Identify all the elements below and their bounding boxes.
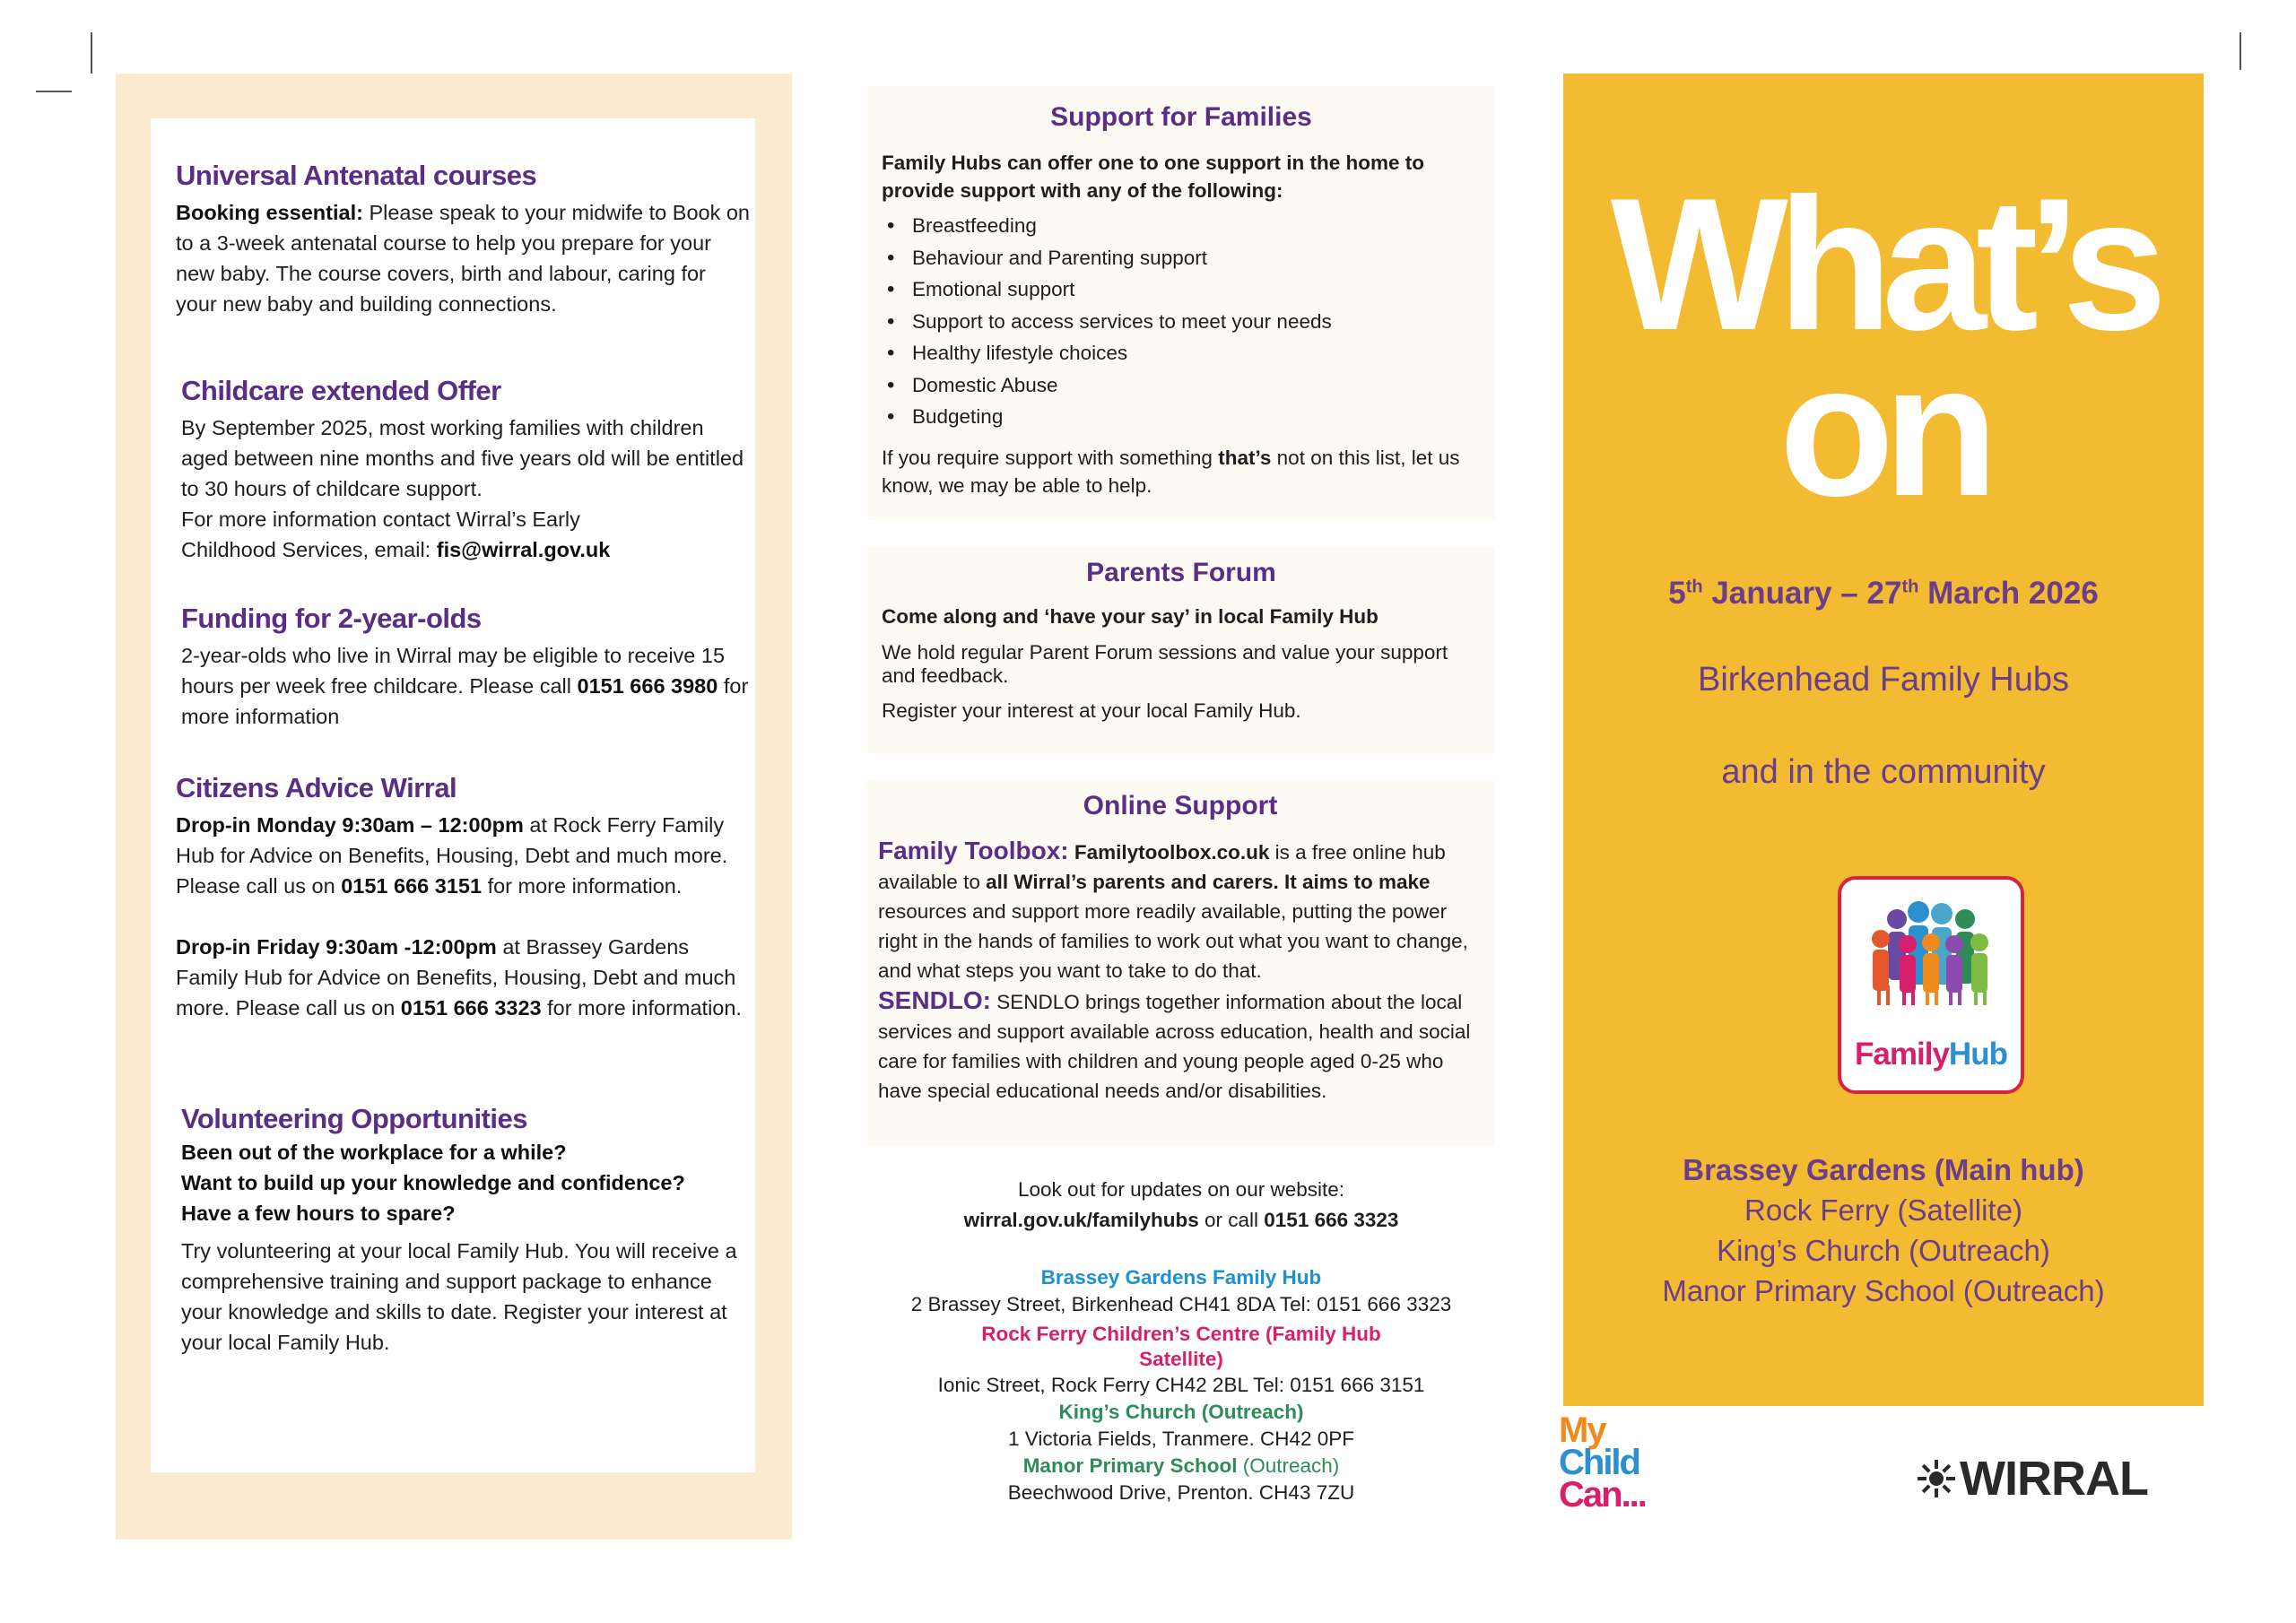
childcare-heading: Childcare extended Offer — [181, 375, 501, 406]
childcare-email[interactable]: fis@wirral.gov.uk — [436, 538, 611, 561]
support-list-item: • Support to access services to meet your needs — [882, 306, 1481, 338]
citizens-monday-text: at Rock Ferry Family Hub for Advice on Benefits, Housing, Debt and much more. Please call us on — [176, 813, 728, 898]
funding-tail: for more information — [181, 674, 749, 728]
location-satellite: Rock Ferry (Satellite) — [1744, 1193, 2022, 1227]
childcare-section — [181, 375, 755, 565]
forum-box — [867, 547, 1495, 753]
brassey-name: Brassey Gardens Family Hub — [1040, 1266, 1322, 1289]
brassey-address: 2 Brassey Street, Birkenhead CH41 8DA Tel: 0151 666 3323 — [910, 1293, 1452, 1315]
antenatal-section — [176, 160, 750, 319]
date-day1: 5 — [1668, 576, 1686, 611]
date-month1: January – — [1711, 576, 1858, 611]
support-list-item: • Budgeting — [882, 401, 1481, 433]
forum-lead: Come along and ‘have your say’ in local Family Hub — [882, 605, 1378, 628]
online-box — [867, 780, 1495, 1146]
support-list-item: • Domestic Abuse — [882, 369, 1481, 402]
funding-heading: Funding for 2-year-olds — [181, 603, 482, 634]
website-phone[interactable]: 0151 666 3323 — [1264, 1209, 1399, 1231]
manor-name: Manor Primary School — [1022, 1454, 1238, 1477]
manor-line — [867, 1453, 1495, 1480]
my-child-can-logo — [1559, 1410, 1646, 1515]
antenatal-text: Please speak to your midwife to Book on to a 3-week antenatal course to help you prepare for your new baby. The course covers, birth and labour, caring for your new baby and building connections. — [176, 201, 751, 316]
location-main: Brassey Gardens (Main hub) — [1683, 1153, 2084, 1186]
citizens-section — [176, 772, 750, 1023]
childcare-text: By September 2025, most working families with children aged between nine months and five years old will be entitled to 30 hours of childcare support. — [181, 416, 744, 500]
citizens-monday-phone[interactable]: 0151 666 3151 — [341, 874, 483, 898]
online-heading: Online Support — [1083, 791, 1278, 820]
funding-text: 2-year-olds who live in Wirral may be eligible to receive 15 hours per week free childcare. Please call — [181, 644, 726, 698]
rockferry-name: Rock Ferry Children’s Centre (Family Hub Satellite) — [981, 1323, 1381, 1370]
support-footer-c: not on this list, let us know, we may be able to help. — [882, 446, 1460, 497]
forum-p2: Register your interest at your local Family Hub. — [882, 699, 1301, 722]
cover-title-line2: on — [1779, 325, 1988, 535]
support-footer — [882, 444, 1481, 499]
toolbox-c: resources and support more readily available, putting the power right in the hands of families to work out what you want to change, and what steps you want to take to do that. — [878, 900, 1468, 982]
crop-mark-left-h — [36, 91, 72, 92]
logo-family: Family — [1855, 1037, 1949, 1072]
website-url[interactable]: wirral.gov.uk/familyhubs — [963, 1209, 1199, 1231]
left-panel-content — [151, 118, 755, 1472]
funding-phone[interactable]: 0151 666 3980 — [577, 674, 718, 698]
citizens-monday-lead: Drop-in Monday 9:30am – 12:00pm — [176, 813, 524, 837]
website-line2 — [867, 1205, 1495, 1236]
volunteering-q2: Want to build up your knowledge and confidence? — [181, 1171, 685, 1194]
funding-section — [181, 603, 755, 732]
funding-body — [181, 640, 755, 732]
volunteering-q1: Been out of the workplace for a while? — [181, 1141, 567, 1164]
kings-address: 1 Victoria Fields, Tranmere. CH42 0PF — [1008, 1428, 1354, 1450]
website-info — [867, 1175, 1495, 1236]
volunteering-q3: Have a few hours to spare? — [181, 1202, 456, 1225]
toolbox-a: is a free online hub available to — [878, 841, 1446, 893]
website-or-call: or call — [1204, 1209, 1259, 1231]
support-list — [882, 210, 1481, 433]
citizens-monday — [176, 810, 750, 901]
hub-subtitle: and in the community — [1721, 753, 2046, 791]
date-sup1: th — [1685, 577, 1703, 597]
rockferry-address: Ionic Street, Rock Ferry CH42 2BL Tel: 0151 666 3151 — [937, 1374, 1425, 1396]
volunteering-heading: Volunteering Opportunities — [181, 1103, 527, 1134]
date-day2: 27 — [1866, 576, 1902, 611]
cover-panel — [1563, 74, 2204, 1406]
sendlo-body: SENDLO brings together information about the local services and support available across education, health and social care for families with children and young people aged 0-25 who have special educational needs and/or disabilities. — [878, 991, 1471, 1102]
website-line1: Look out for updates on our website: — [1018, 1178, 1344, 1201]
wirral-crest-icon — [1917, 1459, 1956, 1498]
toolbox-text — [878, 836, 1483, 985]
family-hub-logo-text — [1841, 1037, 2021, 1072]
wirral-text: WIRRAL — [1960, 1452, 2148, 1506]
support-box — [867, 86, 1495, 520]
support-heading: Support for Families — [1050, 102, 1312, 132]
support-footer-a: If you require support with something — [882, 446, 1213, 469]
toolbox-site[interactable]: Familytoolbox.co.uk — [1074, 841, 1270, 864]
support-list-item: • Healthy lifestyle choices — [882, 337, 1481, 369]
mcc-child: Child — [1559, 1443, 1639, 1482]
kings-name: King’s Church (Outreach) — [1058, 1401, 1304, 1423]
locations-list — [1563, 1150, 2204, 1311]
family-figures-icon — [1841, 892, 2021, 1027]
date-range — [1563, 576, 2204, 612]
citizens-monday-tail: for more information. — [487, 874, 683, 898]
manor-suffix: (Outreach) — [1242, 1454, 1340, 1477]
sendlo-lead: SENDLO: — [878, 986, 991, 1014]
citizens-friday-phone[interactable]: 0151 666 3323 — [400, 996, 542, 1020]
manor-address: Beechwood Drive, Prenton. CH43 7ZU — [1007, 1481, 1355, 1504]
support-list-item: • Breastfeeding — [882, 210, 1481, 242]
childcare-body — [181, 412, 755, 565]
date-month2: March 2026 — [1927, 576, 2099, 611]
forum-heading: Parents Forum — [1086, 558, 1276, 587]
volunteering-section — [181, 1103, 755, 1358]
mcc-my: My — [1559, 1410, 1605, 1450]
antenatal-body — [176, 197, 750, 319]
toolbox-lead: Family Toolbox: — [878, 837, 1069, 864]
support-intro: Family Hubs can offer one to one support in the home to provide support with any of the following: — [882, 152, 1425, 202]
left-panel — [116, 74, 792, 1540]
logo-hub: Hub — [1948, 1037, 2007, 1072]
cover-title-line1: What’s — [1610, 159, 2157, 369]
childcare-contact-rest: Childhood Services, email: — [181, 538, 431, 561]
mcc-can: Can... — [1559, 1475, 1646, 1515]
wirral-council-logo — [1917, 1451, 2148, 1506]
contact-list — [867, 1264, 1495, 1506]
antenatal-heading: Universal Antenatal courses — [176, 160, 537, 191]
antenatal-lead: Booking essential: — [176, 201, 363, 224]
family-hub-logo — [1838, 876, 2024, 1094]
date-sup2: th — [1901, 577, 1919, 597]
support-footer-b: that’s — [1218, 446, 1272, 469]
support-list-item: • Emotional support — [882, 273, 1481, 306]
sendlo-text — [878, 985, 1483, 1106]
citizens-heading: Citizens Advice Wirral — [176, 772, 457, 803]
citizens-friday-tail: for more information. — [547, 996, 742, 1020]
toolbox-b: all Wirral’s parents and carers. It aims to make — [986, 871, 1431, 893]
forum-p1: We hold regular Parent Forum sessions and value your support and feedback. — [882, 641, 1448, 687]
cover-title — [1563, 159, 2204, 535]
citizens-friday-lead: Drop-in Friday 9:30am -12:00pm — [176, 935, 497, 959]
citizens-friday — [176, 932, 750, 1023]
support-list-item: • Behaviour and Parenting support — [882, 242, 1481, 274]
crop-mark-left — [91, 32, 92, 74]
childcare-contact-lead: For more information contact Wirral’s Early — [181, 508, 580, 531]
citizens-friday-text: at Brassey Gardens Family Hub for Advice on Benefits, Housing, Debt and much more. Please call us on — [176, 935, 736, 1020]
volunteering-questions — [181, 1137, 755, 1228]
volunteering-body: Try volunteering at your local Family Hub. You will receive a comprehensive training and support package to enhance your knowledge and skills to date. Register your interest at your local Family Hub. — [181, 1239, 737, 1354]
location-outreach-2: Manor Primary School (Outreach) — [1662, 1274, 2105, 1307]
location-outreach-1: King’s Church (Outreach) — [1717, 1234, 2050, 1267]
hub-name: Birkenhead Family Hubs — [1698, 661, 2069, 699]
crop-mark-right — [2239, 32, 2241, 70]
